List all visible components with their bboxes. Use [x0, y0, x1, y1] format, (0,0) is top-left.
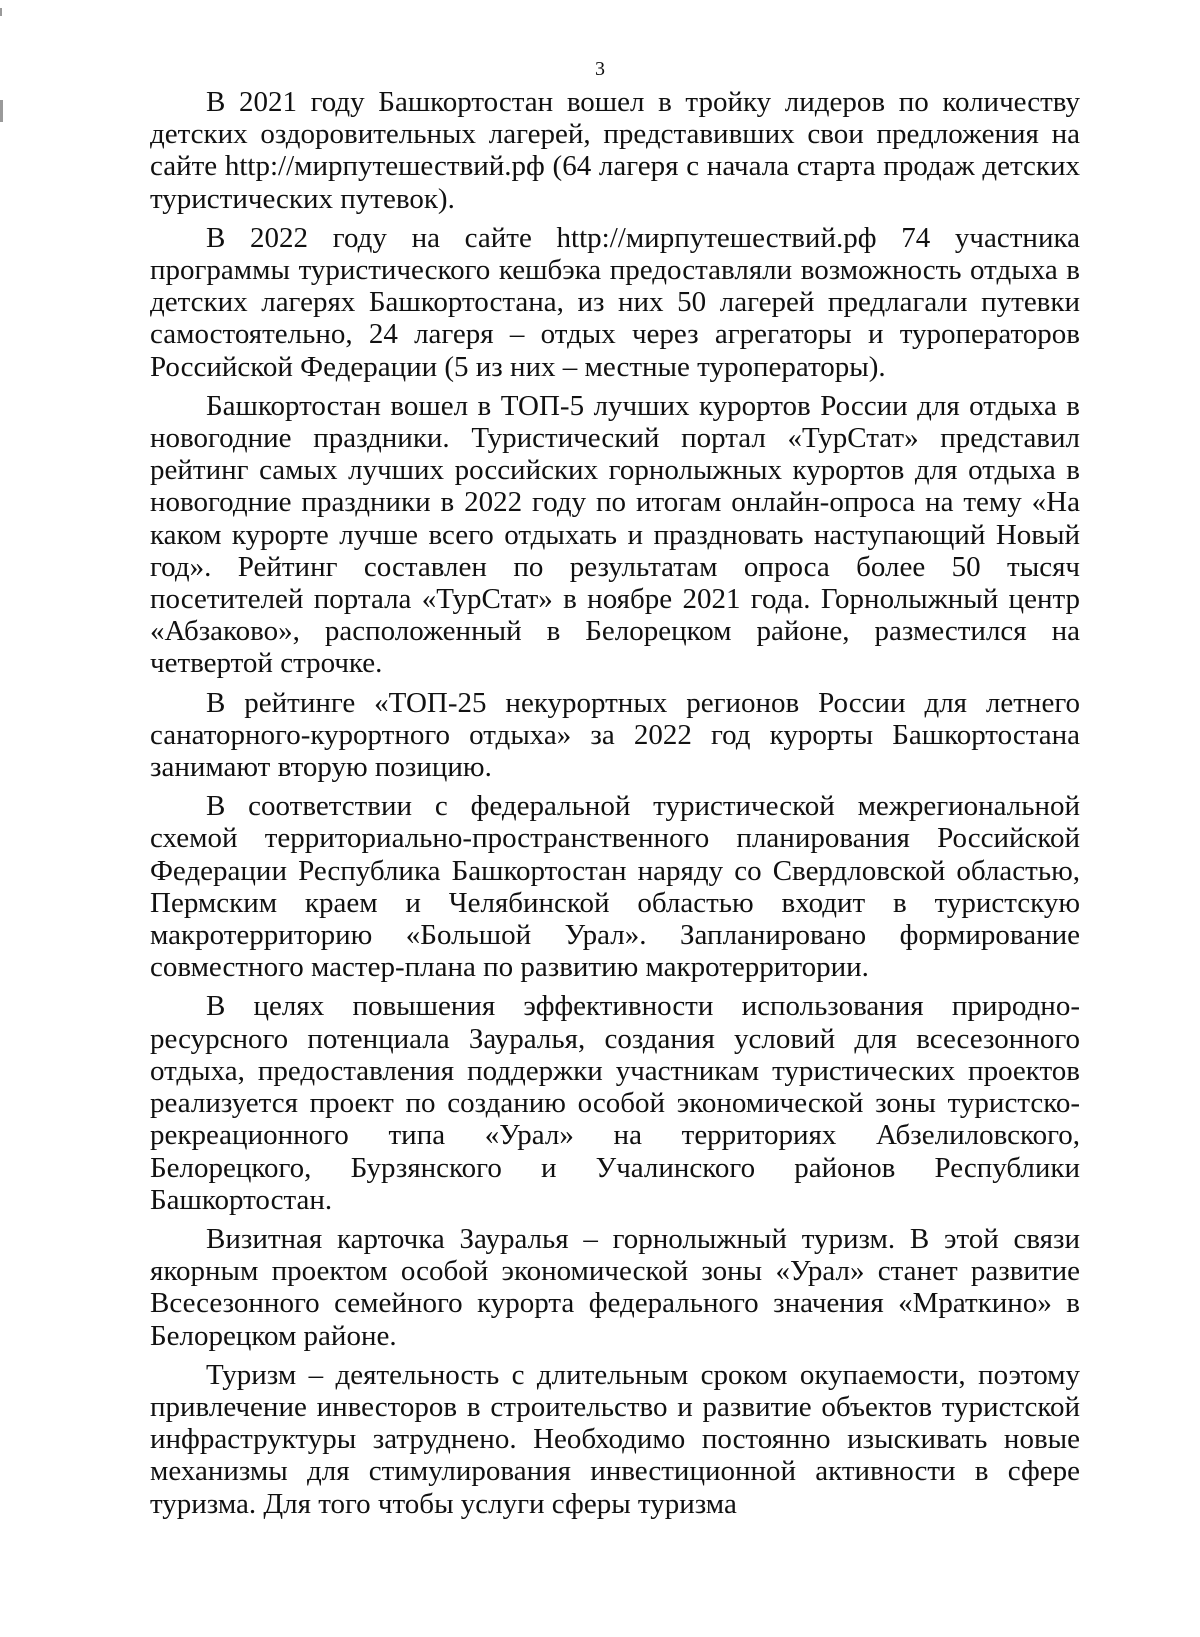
- paragraph: Туризм – деятельность с длительным сроком окупаемости, поэтому привлечение инвесторов в строительство и развитие объектов туристской инфраструктуры затруднено. Необходимо постоянно изыскивать новые механизмы для стимулирования инвестиционной активности в сфере туризма. Для того чтобы услуги сферы туризма: [150, 1358, 1080, 1520]
- paragraph: Визитная карточка Зауралья – горнолыжный туризм. В этой связи якорным проектом особой экономической зоны «Урал» станет развитие Всесезонного семейного курорта федерального значения «Мраткино» в Белорецком районе.: [150, 1222, 1080, 1352]
- paragraph: В 2021 году Башкортостан вошел в тройку лидеров по количеству детских оздоровительных лагерей, представивших свои предложения на сайте http://мирпутешествий.рф (64 лагеря с начала старта продаж детских туристических путевок).: [150, 86, 1080, 215]
- scan-edge-mark: [0, 8, 2, 16]
- scan-edge-mark: [0, 100, 3, 122]
- page-number: 3: [595, 58, 605, 80]
- paragraph: Башкортостан вошел в ТОП-5 лучших курортов России для отдыха в новогодние праздники. Туристический портал «ТурСтат» представил рейтинг самых лучших российских горнолыжных курортов для отдыха в новогодние праздники в 2022 году по итогам онлайн-опроса на тему «На каком курорте лучше всего отдыхать и праздновать наступающий Новый год». Рейтинг составлен по результатам опроса более 50 тысяч посетителей портала «ТурСтат» в ноябре 2021 года. Горнолыжный центр «Абзаково», расположенный в Белорецком районе, разместился на четвертой строчке.: [150, 389, 1080, 680]
- document-body: [150, 86, 1080, 1527]
- paragraph: В соответствии с федеральной туристической межрегиональной схемой территориально-пространственного планирования Российской Федерации Республика Башкортостан наряду со Свердловской областью, Пермским краем и Челябинской областью входит в туристскую макротерриторию «Большой Урал». Запланировано формирование совместного мастер-плана по развитию макротерритории.: [150, 790, 1080, 984]
- paragraph: В рейтинге «ТОП-25 некурортных регионов России для летнего санаторного-курортного отдыха» за 2022 год курорты Башкортостана занимают вторую позицию.: [150, 686, 1080, 784]
- paragraph: В 2022 году на сайте http://мирпутешествий.рф 74 участника программы туристического кешбэка предоставляли возможность отдыха в детских лагерях Башкортостана, из них 50 лагерей предлагали путевки самостоятельно, 24 лагеря – отдых через агрегаторы и туроператоров Российской Федерации (5 из них – местные туроператоры).: [150, 221, 1080, 383]
- paragraph: В целях повышения эффективности использования природно-ресурсного потенциала Зауралья, создания условий для всесезонного отдыха, предоставления поддержки участникам туристических проектов реализуется проект по созданию особой экономической зоны туристско-рекреационного типа «Урал» на территориях Абзелиловского, Белорецкого, Бурзянского и Учалинского районов Республики Башкортостан.: [150, 990, 1080, 1216]
